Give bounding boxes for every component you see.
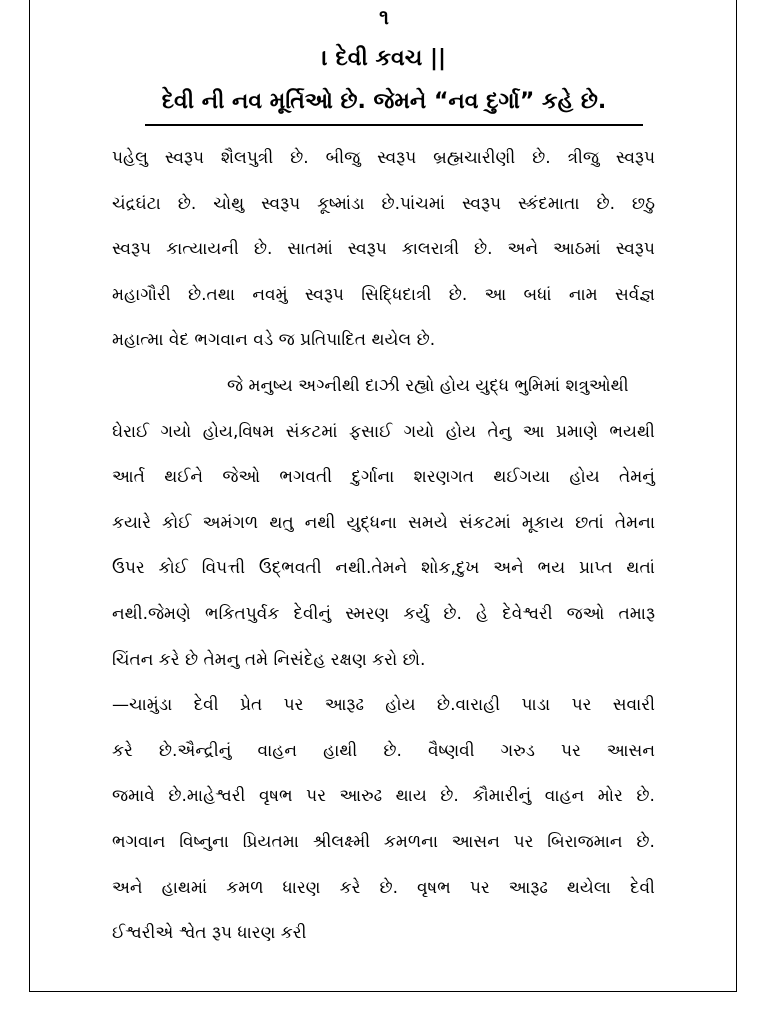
word: ઉપર xyxy=(112,558,145,579)
word: સંકટમાં xyxy=(285,421,338,442)
word: સ્વરૂપ xyxy=(377,148,417,168)
text-line xyxy=(112,417,655,463)
word: ચંદ્રઘંટા xyxy=(112,193,161,214)
word: ભગવાન xyxy=(112,831,166,852)
text-line xyxy=(112,599,655,645)
word: વિપત્તી xyxy=(201,558,246,579)
word: બધાં xyxy=(523,284,552,305)
word: ત્રીજુ xyxy=(567,148,599,168)
word: છે.પાંચમાં xyxy=(381,193,445,214)
word: હોય xyxy=(385,695,416,716)
page-number: ૧ xyxy=(379,5,389,29)
word: સ્વરૂપ xyxy=(461,193,502,214)
word: યુદ્ધના xyxy=(346,512,397,533)
word: અમંગળ xyxy=(202,512,259,533)
page-subtitle: દેવી ની નવ મૂર્તિઓ છે. જેમને “નવ દુર્ગા” કહે છે. xyxy=(161,89,607,114)
word: આ xyxy=(484,284,507,305)
word: છઠુ xyxy=(631,193,655,214)
title-underline xyxy=(145,124,643,126)
word: આ xyxy=(522,421,545,442)
word: મહાગૌરી xyxy=(112,284,171,305)
word: અને xyxy=(493,558,524,579)
text-line xyxy=(112,781,655,827)
word: છે. xyxy=(177,193,197,214)
word: થતુ xyxy=(269,512,294,533)
word: —ચામુંડા xyxy=(112,695,173,716)
word: આરૂઢ xyxy=(508,877,548,898)
word: કરે xyxy=(112,740,133,761)
word: ભયથી xyxy=(609,421,655,442)
word: બીજુ xyxy=(325,148,361,168)
word: સ્વરૂપ xyxy=(164,148,204,168)
word: સ્વરૂપ xyxy=(615,239,655,260)
word: ગરુડ xyxy=(500,740,535,761)
word: નથી.જેમણે xyxy=(112,603,191,624)
word: છે. xyxy=(290,148,309,168)
text-line xyxy=(112,873,655,919)
word: છે. xyxy=(379,877,398,898)
word: વાહન xyxy=(544,786,585,807)
word: વાહન xyxy=(257,740,298,761)
text-line xyxy=(112,371,655,417)
word: જેઓ xyxy=(222,467,261,488)
word: આસન xyxy=(451,831,500,852)
word: થઈગયા xyxy=(493,467,551,488)
word: સવારી xyxy=(612,695,655,716)
word: છે. xyxy=(448,284,468,305)
text-line xyxy=(112,234,655,280)
word: જઓ xyxy=(566,603,605,624)
word: બિરાજમાન xyxy=(547,831,623,852)
text-line xyxy=(112,280,655,326)
word: વૃષભ xyxy=(258,786,293,807)
word: સિદ્ધિદાત્રી xyxy=(361,284,432,305)
word: હાથી xyxy=(323,740,358,761)
text-line xyxy=(112,690,655,736)
word: શૈલપુત્રી xyxy=(220,148,274,168)
word: છે.માહેશ્વરી xyxy=(168,786,246,807)
word: નથી.તેમને xyxy=(335,558,408,579)
text-line xyxy=(112,508,655,554)
word: તમારૂ xyxy=(618,603,655,624)
word: છે. xyxy=(443,603,462,624)
word: દેવીનું xyxy=(293,603,332,624)
word: તેમના xyxy=(614,512,655,533)
word: આસન xyxy=(606,740,655,761)
word: નવમું xyxy=(252,284,288,305)
word: કર્યુ xyxy=(403,603,430,624)
word: ચોથુ xyxy=(213,193,245,214)
word: પર xyxy=(571,695,592,716)
word: હે xyxy=(476,603,489,624)
word: પ્રમાણે xyxy=(555,421,598,442)
word: છે. xyxy=(383,740,402,761)
word: કયારે xyxy=(112,512,151,533)
text-line xyxy=(112,553,655,599)
word: ઘેરાઈ xyxy=(112,421,150,442)
word: દેવી xyxy=(193,695,219,716)
text-line xyxy=(112,143,655,189)
word: પર xyxy=(513,831,534,852)
word: કોઈ xyxy=(162,512,192,533)
word: થાય xyxy=(395,786,427,807)
text-line xyxy=(112,736,655,782)
word: સ્વરૂપ xyxy=(261,193,301,214)
word: વૈષ્ણવી xyxy=(427,740,475,761)
text-line xyxy=(112,189,655,235)
word: હોય,વિષમ xyxy=(202,421,275,442)
word: છે. xyxy=(636,786,655,807)
word: છે.વારાહી xyxy=(436,695,501,716)
page-title: । દેવી કવચ || xyxy=(321,46,447,71)
word: અને xyxy=(507,239,539,260)
word: પર xyxy=(561,740,581,761)
text-line xyxy=(112,462,655,508)
word: છે. xyxy=(474,239,493,260)
word: ગયો xyxy=(403,421,435,442)
text-line xyxy=(112,827,655,873)
word: સ્કંદમાતા xyxy=(517,193,580,214)
word: પ્રાપ્ત xyxy=(579,558,613,579)
word: આઠમાં xyxy=(553,239,601,260)
word: સમયે xyxy=(408,512,448,533)
word: આરુઢ xyxy=(339,786,383,807)
word: ભગવતી xyxy=(279,467,333,488)
text-line xyxy=(112,645,655,691)
word: થતાં xyxy=(626,558,655,579)
word: શરણગત xyxy=(413,467,475,488)
word: ધારણ xyxy=(282,877,321,898)
word: દેવેશ્વરી xyxy=(502,603,553,624)
word: દુર્ગાના xyxy=(351,467,395,488)
word: ઉદ્ભવતી xyxy=(258,558,322,579)
body-text xyxy=(112,143,655,964)
word: કાલરાત્રી xyxy=(401,239,460,260)
word: થયેલા xyxy=(566,877,611,898)
word: કમળ xyxy=(226,877,264,898)
word: પર xyxy=(306,786,326,807)
word: આર્ત xyxy=(112,467,145,488)
word: પર xyxy=(283,695,304,716)
word: છે. xyxy=(636,831,655,852)
word: કોઈ xyxy=(158,558,188,579)
word: કાત્યાયની xyxy=(166,239,239,260)
word: જમાવે xyxy=(112,786,155,807)
word: સાતમાં xyxy=(287,239,333,260)
word: વિષ્નુના xyxy=(179,831,229,852)
text-line xyxy=(112,325,655,371)
word: પાડા xyxy=(521,695,551,716)
word: સ્વરૂપ xyxy=(304,284,344,305)
word: નામ xyxy=(568,284,598,305)
word: ફસાઈ xyxy=(349,421,393,442)
word: હોય xyxy=(569,467,600,488)
word: મોર xyxy=(597,786,623,807)
word: આરૂઢ xyxy=(324,695,364,716)
word: શોક,દુખ xyxy=(421,558,480,579)
word: થઈને xyxy=(164,467,204,488)
word: કૂષ્માંડા xyxy=(317,193,365,214)
text-line xyxy=(112,918,655,964)
word: સ્મરણ xyxy=(345,603,390,624)
word: અને xyxy=(112,877,143,898)
word: છે. xyxy=(440,786,459,807)
word: છે.તથા xyxy=(187,284,236,305)
word: તેનુ xyxy=(487,421,512,442)
word: સ્વરૂપ xyxy=(112,239,152,260)
word: બ્રહ્મચારીણી xyxy=(433,148,516,168)
word: છે. xyxy=(253,239,273,260)
word: ગયો xyxy=(160,421,192,442)
word: શ્રીલક્ષ્મી xyxy=(312,831,371,852)
word: સંકટમાં xyxy=(458,512,511,533)
word: સર્વજ્ઞ xyxy=(614,284,655,305)
line-text: જે મનુષ્ય અગ્નીથી દાઝી રહ્યો હોય યુદ્ધ ભુમિમાં શત્રુઓથી xyxy=(227,375,629,396)
word: નથી xyxy=(304,512,336,533)
word: ભકિતપુર્વક xyxy=(205,603,280,624)
word: હોય xyxy=(445,421,477,442)
word: દેવી xyxy=(629,877,655,898)
word: છે. xyxy=(596,193,615,214)
line-text: મહાત્મા વેદ ભગવાન વડે જ પ્રતિપાદિત થયેલ છે. xyxy=(112,330,436,351)
word: મૂકાય xyxy=(521,512,565,533)
word: છતાં xyxy=(575,512,604,533)
word: તેમનું xyxy=(618,467,655,488)
line-text: ચિંતન કરે છે તેમનુ તમે નિસંદેહ રક્ષણ કરો છો. xyxy=(112,649,426,670)
word: કમળના xyxy=(383,831,439,852)
word: વૃષભ xyxy=(417,877,451,898)
word: કરે xyxy=(339,877,361,898)
word: પ્રેત xyxy=(239,695,263,716)
word: પ્રિયતમા xyxy=(242,831,299,852)
word: છે. xyxy=(532,148,551,168)
word: પર xyxy=(469,877,490,898)
word: હાથમાં xyxy=(161,877,208,898)
word: છે.ઐન્દ્રીનું xyxy=(158,740,232,761)
word: ભય xyxy=(537,558,566,579)
word: પહેલુ xyxy=(112,148,148,168)
word: સ્વરૂપ xyxy=(615,148,655,168)
line-text: ઈશ્વરીએ શ્વેત રૂપ ધારણ કરી xyxy=(112,923,307,944)
word: કૌમારીનું xyxy=(472,786,532,807)
word: સ્વરૂપ xyxy=(347,239,387,260)
